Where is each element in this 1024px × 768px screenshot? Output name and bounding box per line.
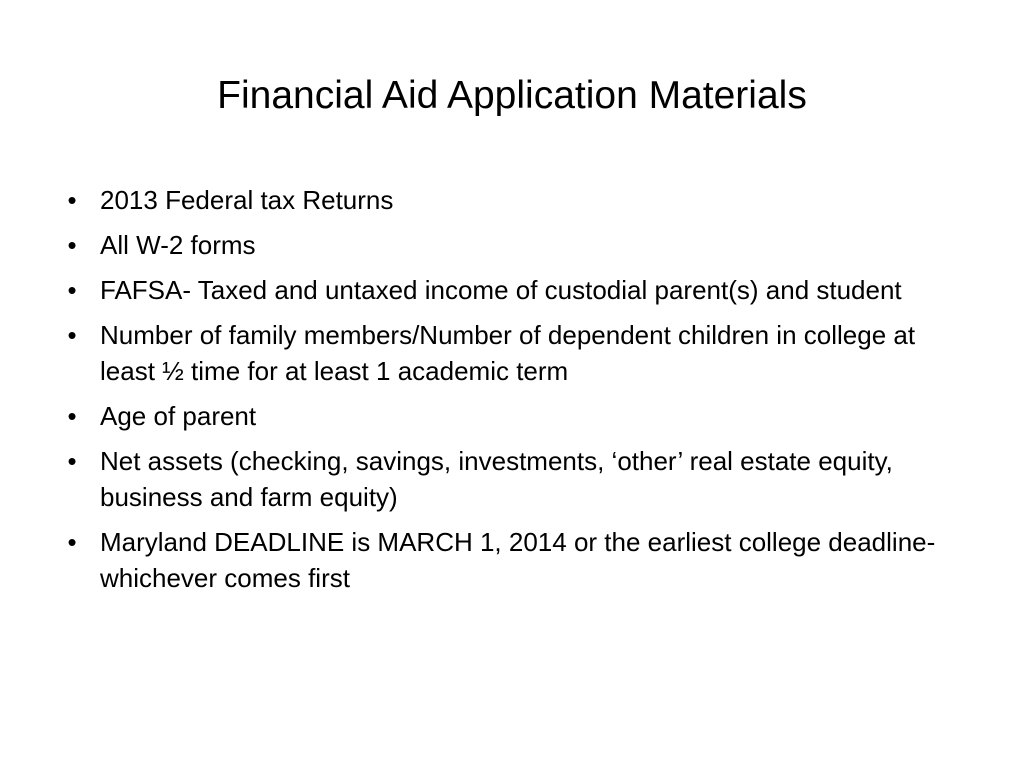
bullet-text: Maryland DEADLINE is MARCH 1, 2014 or the earliest college deadline-whichever comes first	[100, 527, 936, 593]
bullet-text: Net assets (checking, savings, investments, ‘other’ real estate equity, business and farm equity)	[100, 446, 893, 512]
bullet-item	[62, 398, 972, 434]
bullet-text: Number of family members/Number of dependent children in college at least ½ time for at least 1 academic term	[100, 320, 916, 386]
bullet-item	[62, 317, 972, 389]
bullet-list	[62, 182, 972, 605]
bullet-icon: •	[67, 527, 77, 557]
bullet-item	[62, 443, 972, 515]
bullet-icon: •	[67, 185, 77, 215]
bullet-item	[62, 182, 972, 218]
bullet-icon: •	[67, 230, 77, 260]
slide-title: Financial Aid Application Materials	[217, 74, 807, 117]
bullet-item	[62, 227, 972, 263]
bullet-icon: •	[67, 320, 77, 350]
bullet-text: Age of parent	[100, 401, 257, 431]
bullet-text: 2013 Federal tax Returns	[100, 185, 394, 215]
bullet-text: All W-2 forms	[100, 230, 256, 260]
bullet-icon: •	[67, 446, 77, 476]
bullet-item	[62, 272, 972, 308]
bullet-icon: •	[67, 401, 77, 431]
bullet-item	[62, 524, 972, 596]
bullet-text: FAFSA- Taxed and untaxed income of custodial parent(s) and student	[100, 275, 902, 305]
bullet-icon: •	[67, 275, 77, 305]
